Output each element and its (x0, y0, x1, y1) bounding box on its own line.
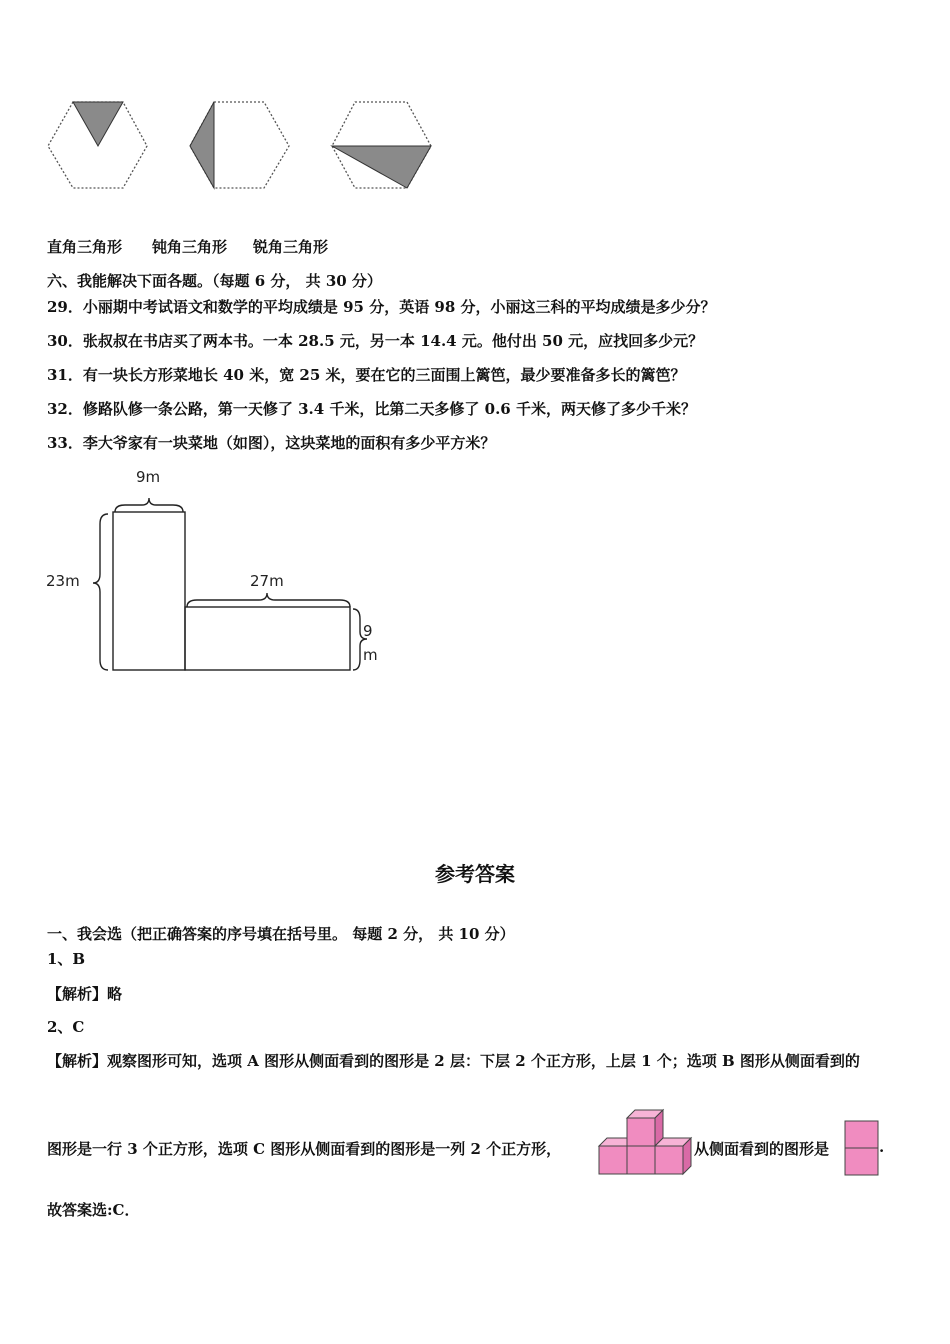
question-29: 29．小丽期中考试语文和数学的平均成绩是 95 分，英语 98 分，小丽这三科的平均成绩是多少分？ (47, 298, 716, 316)
label-27m: 27m (250, 572, 284, 590)
wide-rectangle (185, 607, 350, 670)
top-brace (115, 498, 183, 512)
answers-title: 参考答案 (435, 862, 515, 886)
label-23m: 23m (46, 572, 80, 590)
answers-section1-heading: 一、我会选（把正确答案的序号填在括号里。 每题 2 分， 共 10 分） (47, 925, 515, 943)
section6-heading: 六、我能解决下面各题。（每题 6 分， 共 30 分） (47, 272, 382, 290)
label-m-right: m (363, 646, 378, 664)
label-right-triangle: 直角三角形 (47, 238, 123, 256)
label-9m-top: 9m (136, 468, 161, 486)
left-brace (93, 514, 108, 670)
question-31: 31．有一块长方形菜地长 40 米，宽 25 米，要在它的三面围上篱笆，最少要准备多长的篱笆？ (47, 366, 686, 384)
label-9-right: 9 (363, 622, 373, 640)
hexagon-1 (48, 102, 147, 188)
label-obtuse-triangle: 钝角三角形 (152, 238, 228, 256)
question-30: 30．张叔叔在书店买了两本书。一本 28.5 元，另一本 14.4 元。他付出 50 元，应找回多少元？ (47, 332, 704, 350)
answer-2-analysis-line2b: 从侧面看到的图形是 (694, 1140, 830, 1158)
triangle-labels (47, 236, 328, 257)
answer-2: 2、C (47, 1018, 85, 1036)
hexagon-figures (45, 100, 445, 200)
garden-figure (40, 462, 400, 682)
label-acute-triangle: 锐角三角形 (253, 238, 329, 256)
answer-2-analysis-line2c: . (879, 1138, 885, 1156)
answer-2-analysis-line2a: 图形是一行 3 个正方形，选项 C 图形从侧面看到的图形是一列 2 个正方形， (47, 1140, 562, 1158)
question-32: 32．修路队修一条公路，第一天修了 3.4 千米，比第二天多修了 0.6 千米，两天修了多少千米？ (47, 400, 696, 418)
hexagon-2 (190, 102, 289, 188)
middle-brace (187, 593, 350, 607)
tall-rectangle (113, 512, 185, 670)
side-view-figure (844, 1120, 884, 1178)
answer-2-conclusion: 故答案选:C． (47, 1201, 140, 1219)
answer-1-analysis: 【解析】略 (47, 985, 123, 1003)
answer-2-analysis-line1: 【解析】观察图形可知，选项 A 图形从侧面看到的图形是 2 层：下层 2 个正方形，上层 1 个；选项 B 图形从侧面看到的 (47, 1052, 860, 1070)
answer-1: 1、B (47, 950, 86, 968)
hexagon-3 (332, 102, 431, 188)
question-33: 33．李大爷家有一块菜地（如图），这块菜地的面积有多少平方米？ (47, 434, 496, 452)
cube-arrangement-figure (597, 1108, 697, 1178)
